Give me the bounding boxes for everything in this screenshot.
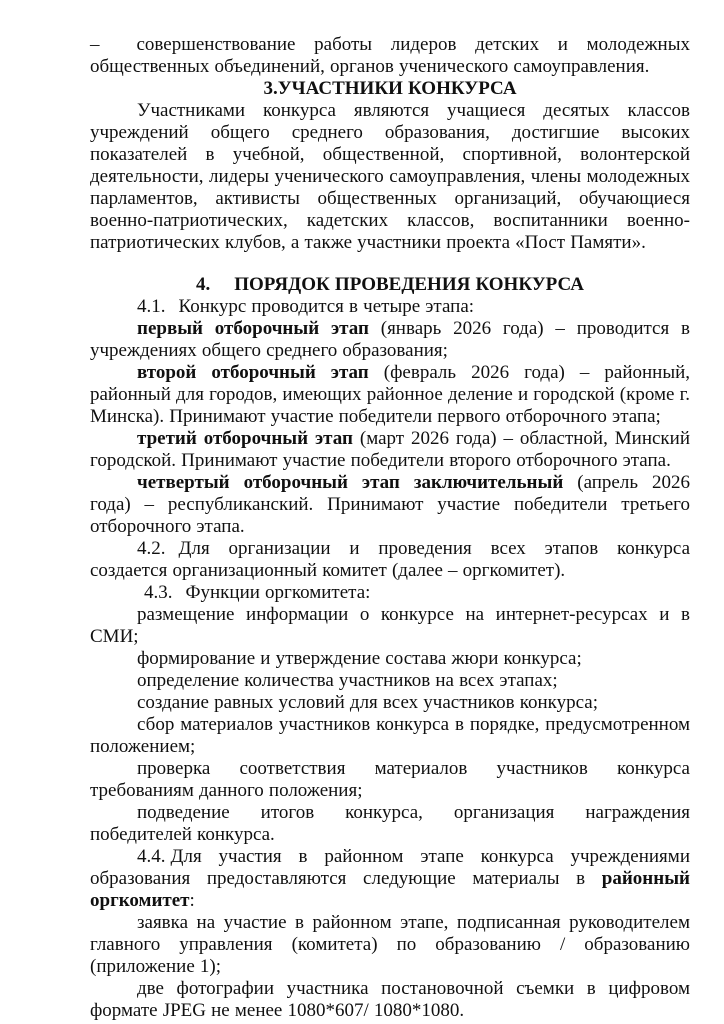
- material-item-1: заявка на участие в районном этапе, подписанная руководителем главного управления (комитета) по образованию / образованию (приложение 1);: [90, 912, 690, 977]
- stage-paragraph-1: [90, 318, 690, 362]
- stage-paragraph-4: [90, 472, 690, 538]
- item-bold-text: районный оргкомитет: [90, 868, 690, 911]
- section4-heading: [90, 274, 690, 296]
- list-dash: –: [90, 34, 100, 55]
- function-item-2: формирование и утверждение состава жюри конкурса;: [137, 648, 582, 669]
- paragraph-continuation-text: совершенствование работы лидеров детских и молодежных общественных объединений, органов ученического самоуправления.: [90, 34, 690, 77]
- section3-heading: 3.УЧАСТНИКИ КОНКУРСА: [263, 78, 517, 99]
- stage-text: (март 2026 года) – областной, Минский городской. Принимают участие победители второго отборочного этапа.: [90, 428, 690, 471]
- item-text: Функции оргкомитета:: [185, 582, 371, 603]
- section4-heading-title: ПОРЯДОК ПРОВЕДЕНИЯ КОНКУРСА: [234, 274, 585, 295]
- stage-title: четвертый отборочный этап заключительный: [137, 472, 564, 493]
- section4-heading-number: 4.: [195, 274, 211, 295]
- stage-text: (апрель 2026 года) – республиканский. Принимают участие победители третьего отборочного этапа.: [90, 472, 690, 537]
- function-item-4: создание равных условий для всех участников конкурса;: [137, 692, 598, 713]
- function-item-6: проверка соответствия материалов участников конкурса требованиям данного положения;: [90, 758, 690, 801]
- function-item-5: сбор материалов участников конкурса в порядке, предусмотренном положением;: [90, 714, 690, 757]
- stage-title: третий отборочный этап: [137, 428, 353, 449]
- stage-text: (январь 2026 года) – проводится в учреждениях общего среднего образования;: [90, 318, 691, 361]
- item-text: Конкурс проводится в четыре этапа:: [178, 296, 475, 317]
- stage-paragraph-3: [90, 428, 690, 472]
- material-item-2: две фотографии участника постановочной съемки в цифровом формате JPEG не менее 1080*607/ 1080*1080.: [90, 978, 690, 1021]
- function-item-1: размещение информации о конкурсе на интернет-ресурсах и в СМИ;: [90, 604, 690, 647]
- item-number: 4.1.: [137, 296, 166, 317]
- item-text-before: Для участия в районном этапе конкурса учреждениями образования предоставляются следующие материалы в: [90, 846, 690, 889]
- stage-title: второй отборочный этап: [137, 362, 369, 383]
- item-4-4: [90, 846, 690, 912]
- item-text: Для организации и проведения всех этапов конкурса создается организационный комитет (далее – оргкомитет).: [90, 538, 690, 581]
- item-4-3: [90, 582, 690, 604]
- stage-paragraph-2: [90, 362, 690, 428]
- function-item-3: определение количества участников на всех этапах;: [137, 670, 558, 691]
- item-text-after: :: [189, 890, 195, 911]
- item-number: 4.2.: [137, 538, 166, 559]
- item-4-2: [90, 538, 690, 582]
- item-4-1: [90, 296, 690, 318]
- section3-body: Участниками конкурса являются учащиеся десятых классов учреждений общего среднего образования, достигшие высоких показателей в учебной, общественной, спортивной, волонтерской деятельности, лидеры ученического самоуправления, члены молодежных парламентов, активисты общественных организаций, обучающиеся военно-патриотических, кадетских классов, воспитанники военно-патриотических клубов, а также участники проекта «Пост Памяти».: [90, 100, 690, 253]
- stage-text: (февраль 2026 года) – районный, районный для городов, имеющих районное деление и городской (кроме г. Минска). Принимают участие победители первого отборочного этапа;: [90, 362, 691, 427]
- stage-title: первый отборочный этап: [137, 318, 369, 339]
- paragraph-continuation: [90, 34, 690, 78]
- item-number: 4.4.: [137, 846, 166, 867]
- function-item-7: подведение итогов конкурса, организация награждения победителей конкурса.: [90, 802, 690, 845]
- item-number: 4.3.: [144, 582, 173, 603]
